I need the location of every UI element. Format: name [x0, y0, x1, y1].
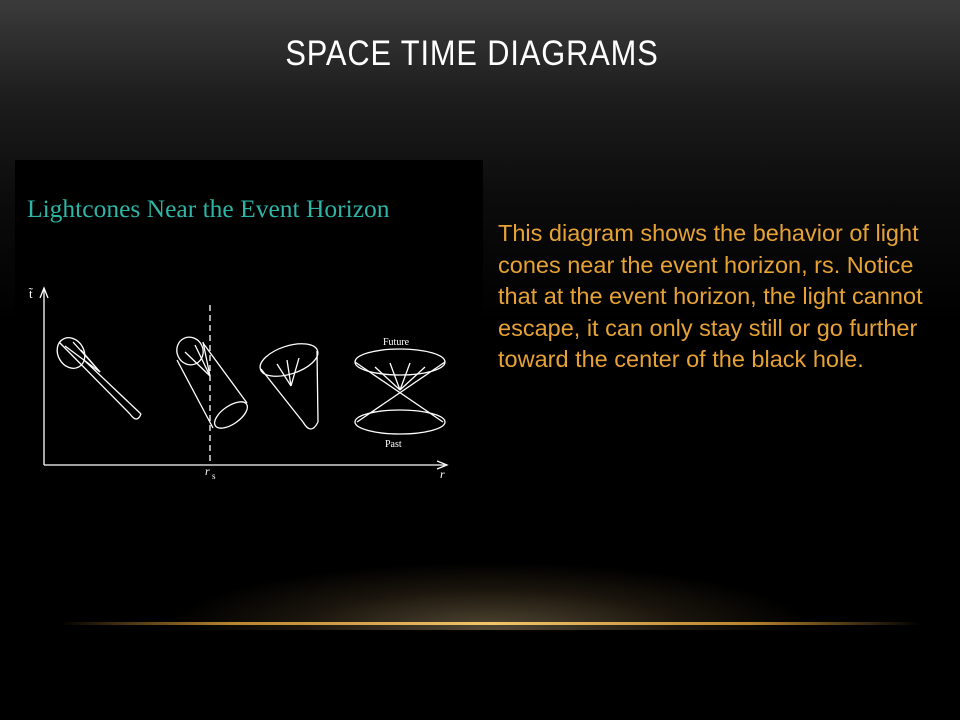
horizon-label: r [205, 464, 210, 478]
accent-line [60, 622, 920, 625]
light-cone-1 [52, 333, 141, 419]
past-label: Past [385, 439, 402, 450]
description-text: This diagram shows the behavior of light cones near the event horizon, rs. Notice that at the event horizon, the light cannot escape, it can only stay still or go further toward the center of the black hole. [498, 220, 923, 372]
t-axis-label: t̃ [29, 286, 33, 301]
light-cone-4 [355, 349, 445, 434]
light-cone-2 [172, 333, 251, 433]
light-cone-3 [256, 337, 322, 429]
diagram-heading: Lightcones Near the Event Horizon [27, 194, 390, 223]
slide-title: SPACE TIME DIAGRAMS [285, 34, 659, 73]
r-axis-label: r [440, 467, 445, 481]
future-label: Future [383, 337, 410, 348]
horizon-label-subscript: s [212, 471, 216, 481]
lightcone-diagram [15, 160, 483, 490]
lightcone-figure [15, 160, 483, 490]
floor-glow [60, 540, 920, 630]
